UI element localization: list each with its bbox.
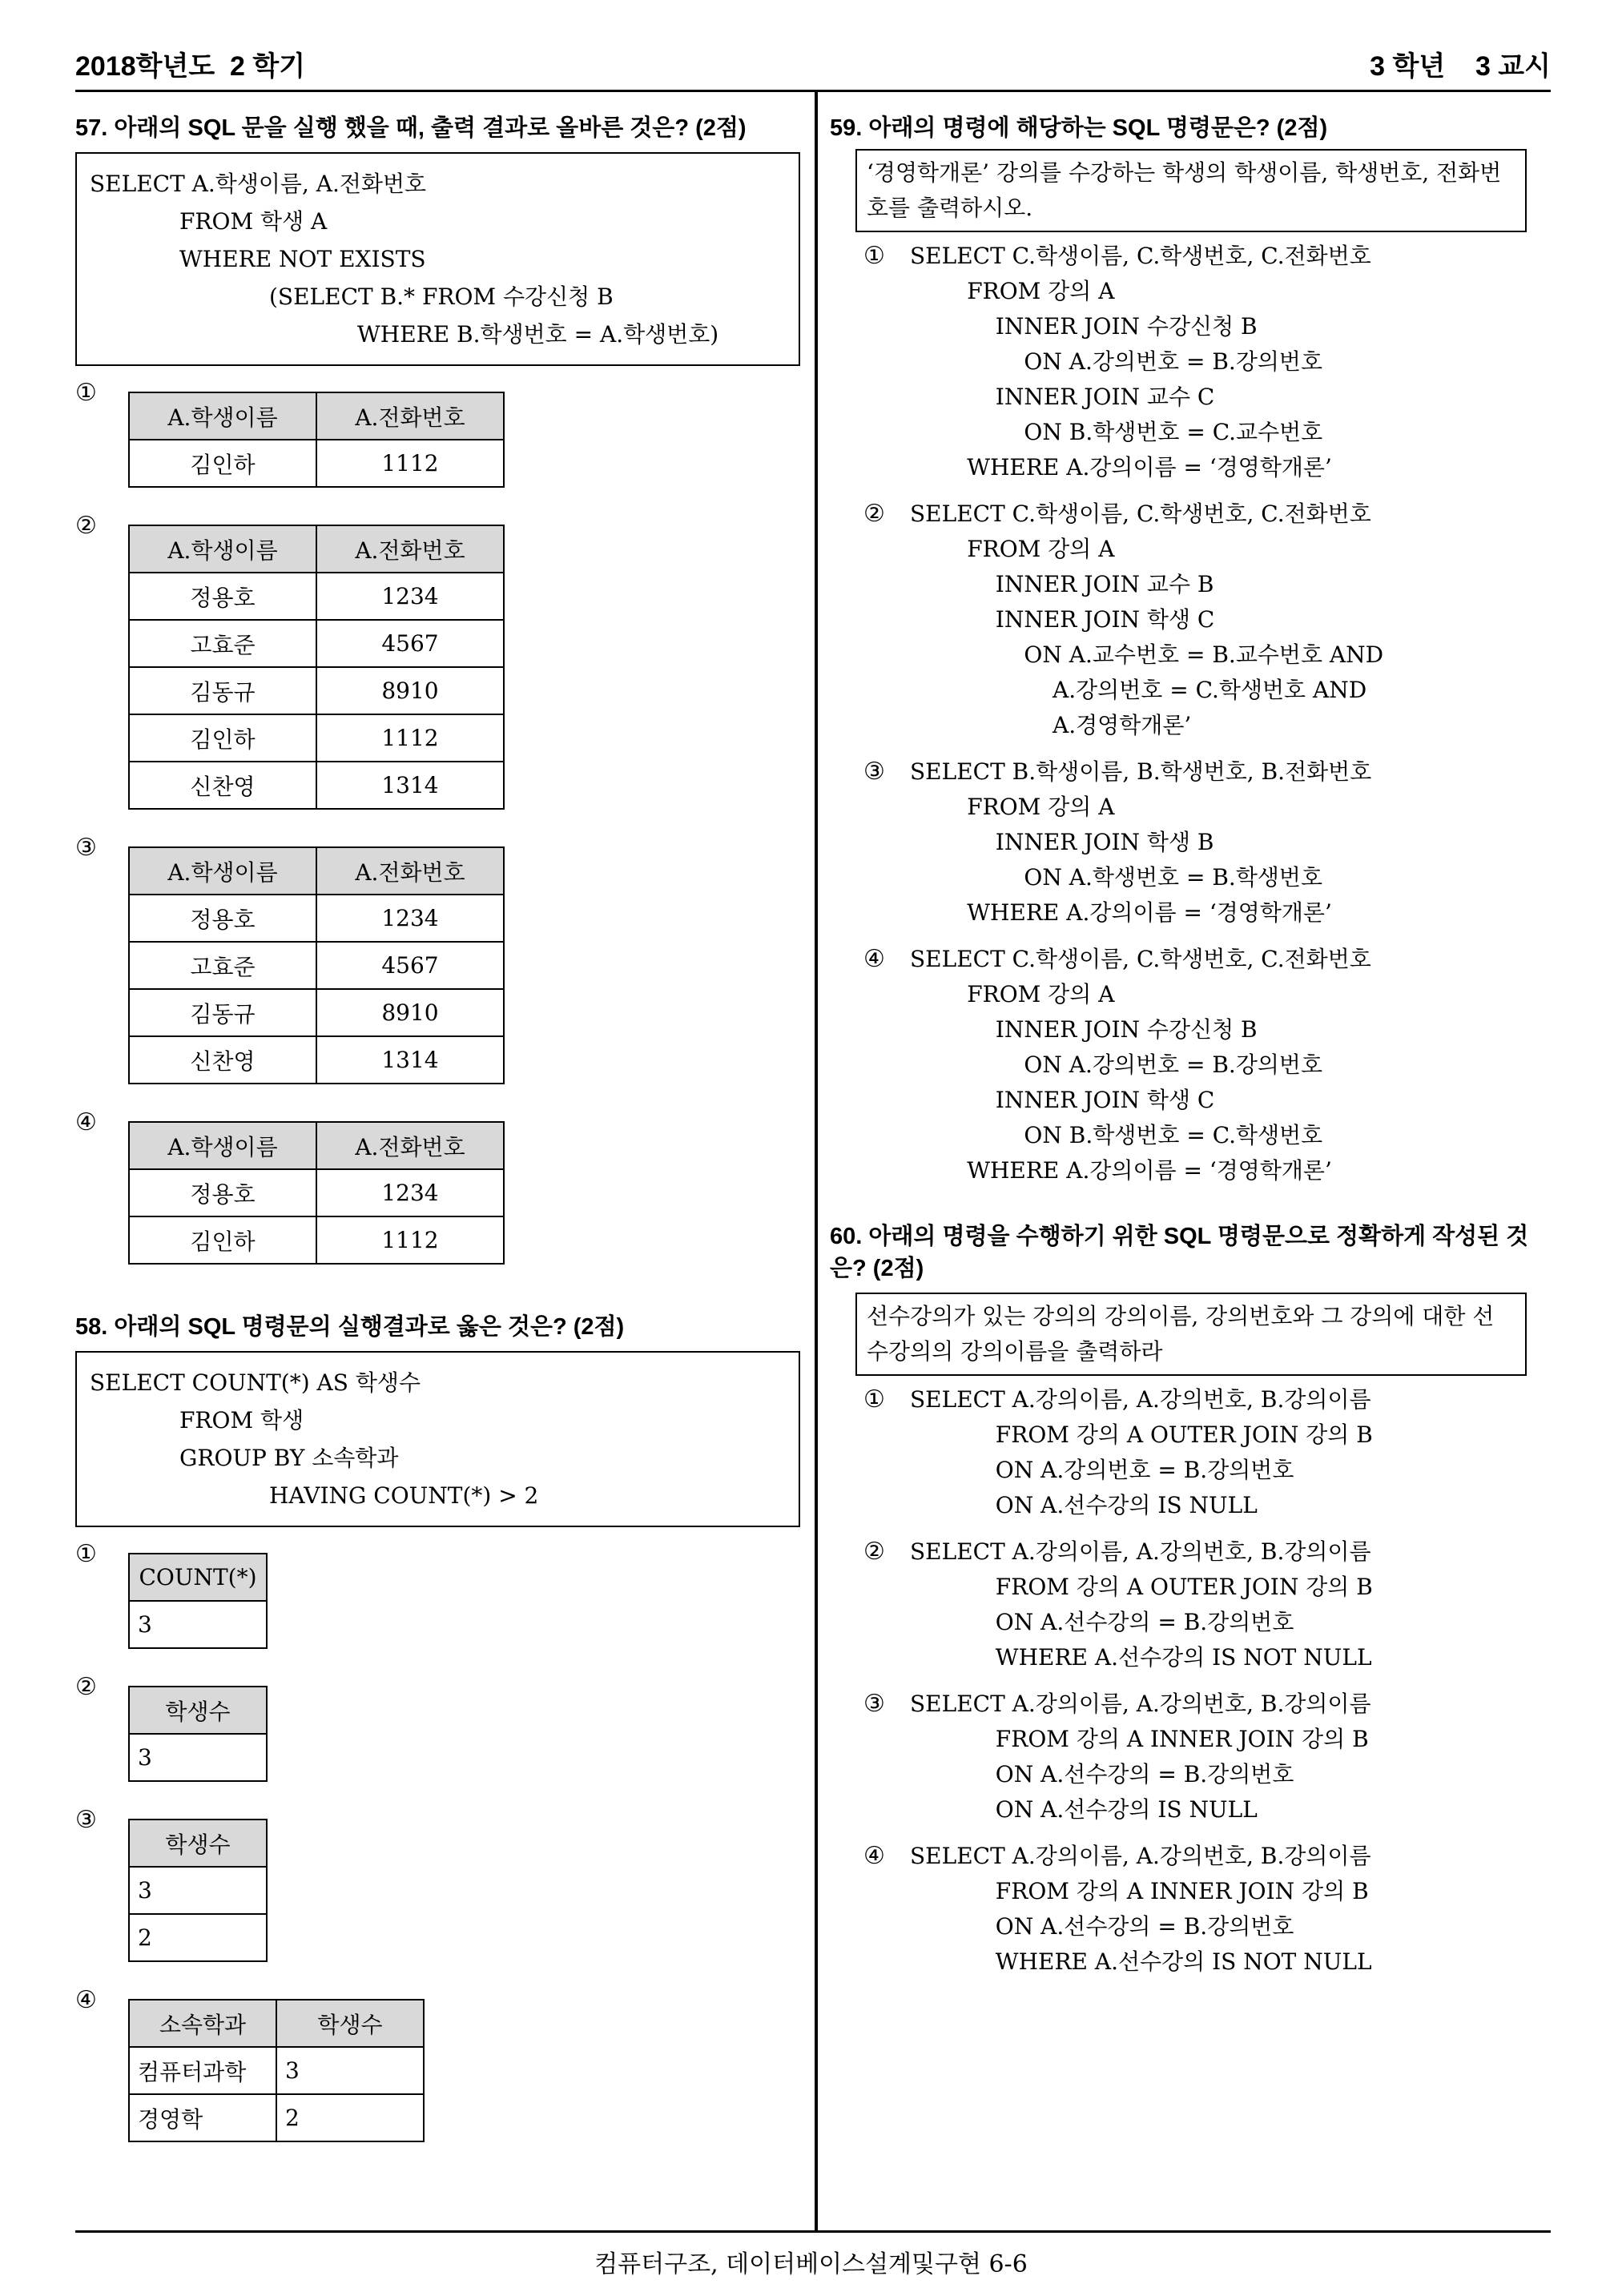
table-cell: 김인하 bbox=[129, 440, 316, 487]
table-header: A.학생이름 bbox=[129, 525, 316, 573]
table-cell: 컴퓨터과학 bbox=[129, 2047, 276, 2094]
sql-line: A.경영학개론’ bbox=[910, 712, 1192, 738]
option-number: ③ bbox=[75, 834, 97, 862]
table-cell: 1234 bbox=[316, 1169, 504, 1216]
sql-line: ON A.선수강의 IS NULL bbox=[910, 1492, 1258, 1518]
q59-option-1[interactable] bbox=[863, 239, 1551, 485]
column-divider bbox=[815, 92, 818, 2230]
question-60-title: 60. 아래의 명령을 수행하기 위한 SQL 명령문으로 정확하게 작성된 것은? (2점) bbox=[830, 1224, 1529, 1281]
sql-line: FROM 강의 A OUTER JOIN 강의 B bbox=[910, 1574, 1373, 1600]
sql-line: ON A.교수번호 = B.교수번호 AND bbox=[910, 641, 1384, 668]
q57-option-2[interactable] bbox=[75, 509, 800, 810]
sql-statement bbox=[910, 1839, 1372, 1980]
sql-line: INNER JOIN 학생 C bbox=[910, 606, 1215, 633]
question-59 bbox=[830, 112, 1551, 1188]
sql-line: INNER JOIN 교수 C bbox=[910, 384, 1215, 410]
sql-line: ON A.강의번호 = B.강의번호 bbox=[910, 348, 1323, 375]
sql-line: FROM 학생 bbox=[179, 1407, 304, 1433]
sql-line: WHERE A.선수강의 IS NOT NULL bbox=[910, 1644, 1372, 1671]
sql-line: WHERE A.강의이름 = ‘경영학개론’ bbox=[910, 454, 1332, 481]
sql-line: SELECT B.학생이름, B.학생번호, B.전화번호 bbox=[910, 758, 1372, 785]
sql-line: SELECT A.강의이름, A.강의번호, B.강의이름 bbox=[910, 1386, 1371, 1413]
table-row bbox=[129, 667, 504, 714]
table-row bbox=[129, 1867, 267, 1914]
option-number: ② bbox=[863, 1538, 885, 1566]
option-number: ① bbox=[75, 1540, 97, 1568]
table-cell: 1314 bbox=[316, 762, 504, 809]
question-58-sql-box bbox=[75, 1351, 800, 1527]
q60-option-4[interactable] bbox=[863, 1839, 1551, 1980]
table-cell: 고효준 bbox=[129, 942, 316, 989]
sql-line: ON A.강의번호 = B.강의번호 bbox=[910, 1457, 1294, 1483]
table-cell: 8910 bbox=[316, 667, 504, 714]
sql-line: (SELECT B.* FROM 수강신청 B bbox=[269, 283, 614, 310]
result-table bbox=[128, 846, 505, 1084]
page-footer: 컴퓨터구조, 데이터베이스설계및구현 6-6 bbox=[594, 2250, 1028, 2278]
table-header: A.학생이름 bbox=[129, 847, 316, 895]
sql-line: SELECT C.학생이름, C.학생번호, C.전화번호 bbox=[910, 501, 1371, 527]
sql-line: FROM 강의 A bbox=[910, 981, 1115, 1007]
table-cell: 3 bbox=[129, 1867, 267, 1914]
q59-option-4[interactable] bbox=[863, 942, 1551, 1188]
question-59-title: 59. 아래의 명령에 해당하는 SQL 명령문은? (2점) bbox=[830, 115, 1328, 141]
q58-option-1[interactable] bbox=[75, 1537, 800, 1649]
sql-line: INNER JOIN 수강신청 B bbox=[910, 313, 1258, 340]
table-cell: 1112 bbox=[316, 714, 504, 762]
question-57-title: 57. 아래의 SQL 문을 실행 했을 때, 출력 결과로 올바른 것은? (2점) bbox=[75, 115, 747, 141]
table-cell: 김인하 bbox=[129, 1216, 316, 1264]
table-row bbox=[129, 1036, 504, 1084]
sql-line: ON B.학생번호 = C.교수번호 bbox=[910, 419, 1323, 445]
result-table bbox=[128, 1819, 268, 1962]
sql-line: FROM 강의 A bbox=[910, 536, 1115, 562]
q60-option-3[interactable] bbox=[863, 1687, 1551, 1828]
table-header: 학생수 bbox=[129, 1687, 267, 1734]
table-row bbox=[129, 2094, 424, 2141]
table-row bbox=[129, 573, 504, 620]
table-row bbox=[129, 714, 504, 762]
sql-line: FROM 강의 A OUTER JOIN 강의 B bbox=[910, 1421, 1373, 1448]
table-row bbox=[129, 989, 504, 1036]
question-60 bbox=[830, 1220, 1551, 1980]
table-cell: 1234 bbox=[316, 895, 504, 942]
page-header bbox=[75, 46, 1551, 92]
table-row bbox=[129, 1734, 267, 1781]
sql-line: ON A.선수강의 = B.강의번호 bbox=[910, 1913, 1294, 1940]
table-row bbox=[129, 762, 504, 809]
sql-line: ON A.강의번호 = B.강의번호 bbox=[910, 1051, 1323, 1078]
table-cell: 1234 bbox=[316, 573, 504, 620]
q57-option-1[interactable] bbox=[75, 376, 800, 488]
sql-statement bbox=[910, 497, 1383, 743]
table-cell: 김인하 bbox=[129, 714, 316, 762]
sql-statement bbox=[910, 1687, 1371, 1828]
question-60-instruction: 선수강의가 있는 강의의 강의이름, 강의번호와 그 강의에 대한 선수강의의 강의이름을 출력하라 bbox=[855, 1293, 1527, 1376]
sql-line: INNER JOIN 학생 B bbox=[910, 829, 1214, 855]
table-cell: 1112 bbox=[316, 440, 504, 487]
table-row bbox=[129, 1601, 267, 1648]
question-57-sql-box bbox=[75, 152, 800, 366]
table-header: 소속학과 bbox=[129, 2000, 276, 2047]
sql-line: WHERE NOT EXISTS bbox=[179, 246, 426, 272]
question-58-title: 58. 아래의 SQL 명령문의 실행결과로 옳은 것은? (2점) bbox=[75, 1314, 625, 1340]
option-number: ① bbox=[75, 379, 97, 407]
table-header: A.학생이름 bbox=[129, 1122, 316, 1169]
table-cell: 신찬영 bbox=[129, 1036, 316, 1084]
table-row bbox=[129, 1914, 267, 1961]
option-number: ③ bbox=[863, 1690, 885, 1718]
sql-line: INNER JOIN 학생 C bbox=[910, 1087, 1215, 1113]
table-cell: 정용호 bbox=[129, 1169, 316, 1216]
table-row bbox=[129, 440, 504, 487]
table-cell: 3 bbox=[129, 1601, 267, 1648]
result-table bbox=[128, 1121, 505, 1265]
option-number: ② bbox=[863, 500, 885, 528]
left-column bbox=[75, 112, 800, 2142]
table-header: A.전화번호 bbox=[316, 525, 504, 573]
table-cell: 4567 bbox=[316, 620, 504, 667]
sql-statement bbox=[910, 1382, 1373, 1523]
table-header: 학생수 bbox=[276, 2000, 424, 2047]
table-cell: 3 bbox=[276, 2047, 424, 2094]
sql-line: FROM 강의 A INNER JOIN 강의 B bbox=[910, 1878, 1369, 1904]
table-row bbox=[129, 1216, 504, 1264]
sql-line: INNER JOIN 교수 B bbox=[910, 571, 1214, 597]
table-cell: 1112 bbox=[316, 1216, 504, 1264]
table-cell: 정용호 bbox=[129, 573, 316, 620]
sql-line: FROM 학생 A bbox=[179, 208, 328, 235]
table-cell: 8910 bbox=[316, 989, 504, 1036]
sql-statement bbox=[910, 239, 1371, 485]
option-number: ① bbox=[863, 1385, 885, 1413]
option-number: ① bbox=[863, 242, 885, 270]
sql-line: ON A.학생번호 = B.학생번호 bbox=[910, 864, 1323, 891]
table-cell: 2 bbox=[129, 1914, 267, 1961]
table-cell: 신찬영 bbox=[129, 762, 316, 809]
sql-line: INNER JOIN 수강신청 B bbox=[910, 1016, 1258, 1043]
table-cell: 김동규 bbox=[129, 989, 316, 1036]
table-row bbox=[129, 1169, 504, 1216]
sql-line: ON B.학생번호 = C.학생번호 bbox=[910, 1122, 1323, 1148]
question-58 bbox=[75, 1311, 800, 2142]
table-header: COUNT(*) bbox=[129, 1554, 267, 1601]
sql-line: ON A.선수강의 IS NULL bbox=[910, 1796, 1258, 1823]
sql-line: SELECT A.학생이름, A.전화번호 bbox=[90, 171, 427, 197]
sql-line: HAVING COUNT(*) > 2 bbox=[269, 1482, 539, 1509]
table-cell: 1314 bbox=[316, 1036, 504, 1084]
table-cell: 김동규 bbox=[129, 667, 316, 714]
sql-line: WHERE A.강의이름 = ‘경영학개론’ bbox=[910, 899, 1332, 926]
table-header: A.전화번호 bbox=[316, 847, 504, 895]
right-column bbox=[830, 112, 1551, 1980]
table-cell: 3 bbox=[129, 1734, 267, 1781]
q58-option-4[interactable] bbox=[75, 1983, 800, 2142]
q59-option-3[interactable] bbox=[863, 754, 1551, 931]
option-number: ② bbox=[75, 1673, 97, 1701]
result-table bbox=[128, 392, 505, 488]
sql-line: SELECT COUNT(*) AS 학생수 bbox=[90, 1369, 421, 1396]
sql-line: FROM 강의 A bbox=[910, 794, 1115, 820]
result-table bbox=[128, 1999, 425, 2142]
header-semester: 2018학년도 2 학기 bbox=[75, 51, 306, 82]
table-cell: 정용호 bbox=[129, 895, 316, 942]
q58-option-2[interactable] bbox=[75, 1670, 800, 1782]
sql-line: A.강의번호 = C.학생번호 AND bbox=[910, 677, 1367, 703]
table-row bbox=[129, 895, 504, 942]
sql-line: FROM 강의 A INNER JOIN 강의 B bbox=[910, 1726, 1369, 1752]
header-grade-period: 3 학년 3 교시 bbox=[1370, 51, 1551, 82]
option-number: ④ bbox=[75, 1108, 97, 1136]
option-number: ④ bbox=[75, 1986, 97, 2014]
option-number: ② bbox=[75, 512, 97, 540]
sql-line: SELECT C.학생이름, C.학생번호, C.전화번호 bbox=[910, 946, 1371, 972]
q60-option-2[interactable] bbox=[863, 1534, 1551, 1675]
option-number: ④ bbox=[863, 945, 885, 973]
q57-option-3[interactable] bbox=[75, 830, 800, 1084]
table-header: 학생수 bbox=[129, 1820, 267, 1867]
sql-line: WHERE B.학생번호 = A.학생번호) bbox=[357, 321, 719, 348]
footer-divider bbox=[75, 2230, 1551, 2233]
sql-line: FROM 강의 A bbox=[910, 278, 1115, 304]
option-number: ③ bbox=[863, 758, 885, 786]
table-header: A.전화번호 bbox=[316, 392, 504, 440]
question-59-instruction: ‘경영학개론’ 강의를 수강하는 학생의 학생이름, 학생번호, 전화번호를 출력하시오. bbox=[855, 149, 1527, 232]
table-row bbox=[129, 620, 504, 667]
sql-line: ON A.선수강의 = B.강의번호 bbox=[910, 1609, 1294, 1635]
sql-line: ON A.선수강의 = B.강의번호 bbox=[910, 1761, 1294, 1787]
sql-statement bbox=[910, 1534, 1373, 1675]
sql-line: SELECT A.강의이름, A.강의번호, B.강의이름 bbox=[910, 1843, 1371, 1869]
sql-line: GROUP BY 소속학과 bbox=[179, 1445, 399, 1471]
result-table bbox=[128, 1553, 268, 1649]
q60-option-1[interactable] bbox=[863, 1382, 1551, 1523]
table-header: A.학생이름 bbox=[129, 392, 316, 440]
table-row bbox=[129, 2047, 424, 2094]
sql-line: SELECT C.학생이름, C.학생번호, C.전화번호 bbox=[910, 243, 1371, 269]
table-cell: 경영학 bbox=[129, 2094, 276, 2141]
option-number: ③ bbox=[75, 1806, 97, 1834]
sql-statement bbox=[910, 942, 1371, 1188]
q58-option-3[interactable] bbox=[75, 1803, 800, 1962]
result-table bbox=[128, 525, 505, 810]
table-row bbox=[129, 942, 504, 989]
option-number: ④ bbox=[863, 1842, 885, 1870]
question-57 bbox=[75, 112, 800, 1265]
q57-option-4[interactable] bbox=[75, 1105, 800, 1265]
result-table bbox=[128, 1686, 268, 1782]
table-cell: 2 bbox=[276, 2094, 424, 2141]
sql-line: WHERE A.강의이름 = ‘경영학개론’ bbox=[910, 1157, 1332, 1184]
table-cell: 4567 bbox=[316, 942, 504, 989]
table-header: A.전화번호 bbox=[316, 1122, 504, 1169]
sql-line: SELECT A.강의이름, A.강의번호, B.강의이름 bbox=[910, 1538, 1371, 1565]
sql-line: SELECT A.강의이름, A.강의번호, B.강의이름 bbox=[910, 1691, 1371, 1717]
table-cell: 고효준 bbox=[129, 620, 316, 667]
sql-line: WHERE A.선수강의 IS NOT NULL bbox=[910, 1948, 1372, 1975]
q59-option-2[interactable] bbox=[863, 497, 1551, 743]
sql-statement bbox=[910, 754, 1371, 931]
